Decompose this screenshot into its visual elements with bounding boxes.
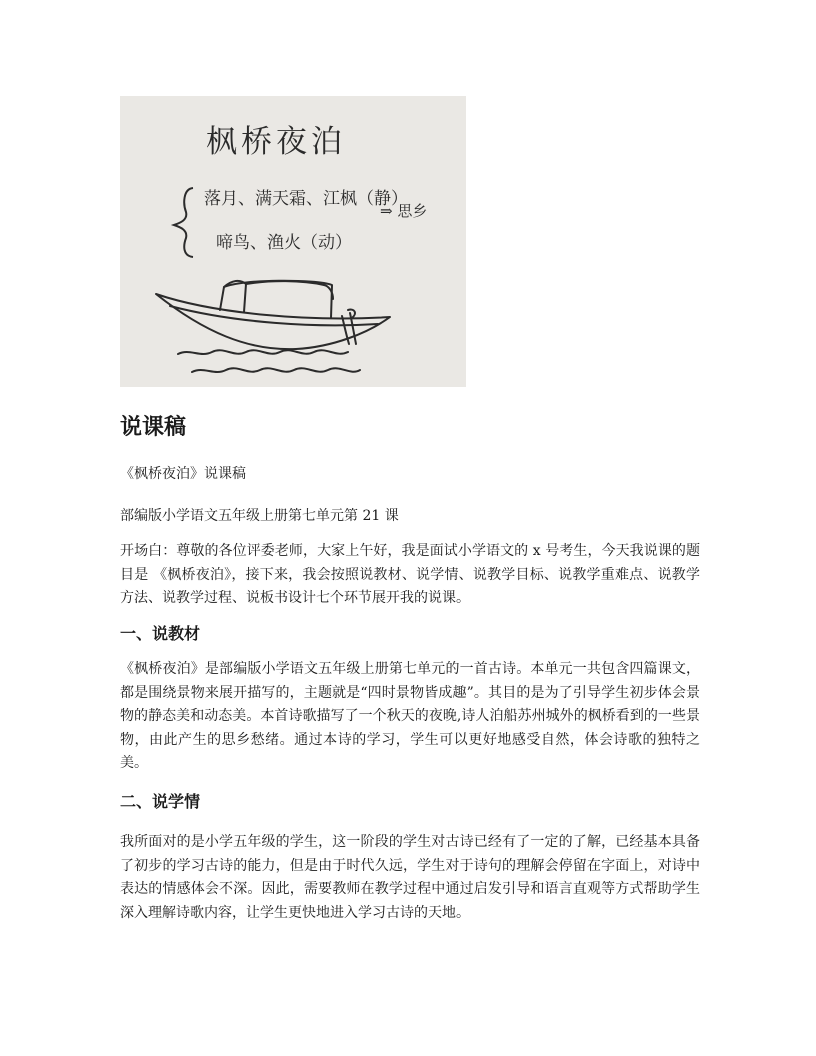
handwritten-arrow-note: ⇒ 思乡 — [380, 202, 428, 220]
section-heading-textbook: 一、说教材 — [120, 624, 201, 643]
handwritten-note-photo — [120, 96, 466, 387]
handwritten-line-1: 落月、满天霜、江枫（静） — [204, 189, 408, 209]
lesson-name: 《枫桥夜泊》说课稿 — [120, 466, 246, 482]
section-heading-students: 二、说学情 — [120, 792, 201, 811]
handwritten-note-drawing — [120, 96, 466, 387]
document-title: 说课稿 — [120, 415, 187, 440]
opening-paragraph: 开场白：尊敬的各位评委老师，大家上午好，我是面试小学语文的 x 号考生，今天我说课的题目是 《枫桥夜泊》，接下来，我会按照说教材、说学情、说教学目标、说教学重难点、说教学方法、说教学过程、说板书设计七个环节展开我的说课。 — [120, 543, 700, 606]
handwritten-line-2: 啼鸟、渔火（动） — [216, 233, 352, 253]
section-body-textbook: 《枫桥夜泊》是部编版小学语文五年级上册第七单元的一首古诗。本单元一共包含四篇课文，都是围绕景物来展开描写的，主题就是“四时景物皆成趣”。其目的是为了引导学生初步体会景物的静态美和动态美。本首诗歌描写了一个秋天的夜晚,诗人泊船苏州城外的枫桥看到的一些景物，由此产生的思乡愁绪。通过本诗的学习，学生可以更好地感受自然，体会诗歌的独特之美。 — [120, 661, 700, 771]
section-body-students: 我所面对的是小学五年级的学生，这一阶段的学生对古诗已经有了一定的了解，已经基本具备了初步的学习古诗的能力，但是由于时代久远，学生对于诗句的理解会停留在字面上，对诗中表达的情感体会不深。因此，需要教师在教学过程中通过启发引导和语言直观等方式帮助学生深入理解诗歌内容，让学生更快地进入学习古诗的天地。 — [120, 834, 700, 921]
handwritten-title: 枫桥夜泊 — [206, 124, 346, 160]
lesson-source: 部编版小学语文五年级上册第七单元第 21 课 — [120, 508, 399, 524]
